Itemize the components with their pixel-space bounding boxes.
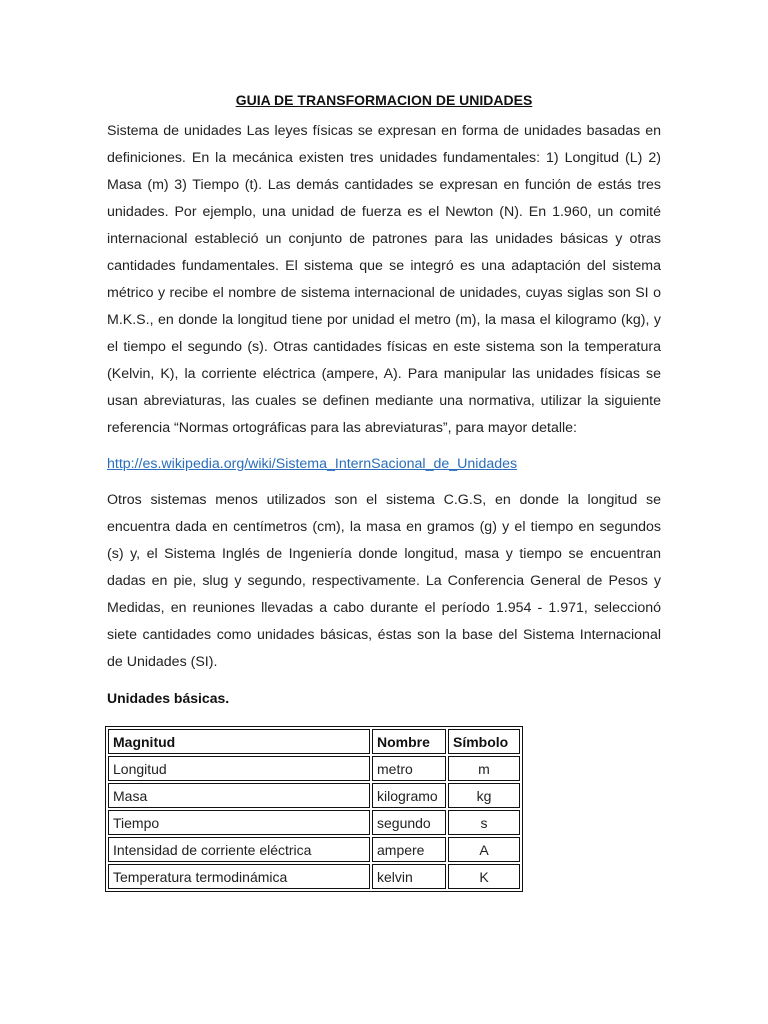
document-title: GUIA DE TRANSFORMACION DE UNIDADES bbox=[235, 92, 533, 108]
cell-nombre: kelvin bbox=[372, 864, 446, 889]
cell-nombre: ampere bbox=[372, 837, 446, 862]
cell-magnitud: Masa bbox=[108, 783, 370, 808]
cell-simbolo: s bbox=[448, 810, 520, 835]
wikipedia-link[interactable]: http://es.wikipedia.org/wiki/Sistema_InternSacional_de_Unidades bbox=[107, 456, 518, 472]
table-row bbox=[108, 756, 520, 781]
intro-paragraph: Sistema de unidades Las leyes físicas se expresan en forma de unidades basadas en definiciones. En la mecánica existen tres unidades fundamentales: 1) Longitud (L) 2) Masa (m) 3) Tiempo (t). Las demás cantidades se expresan en función de estás tres unidades. Por ejemplo, una unidad de fuerza es el Newton (N). En 1.960, un comité internacional estableció un conjunto de patrones para las unidades básicas y otras cantidades fundamentales. El sistema que se integró es una adaptación del sistema métrico y recibe el nombre de sistema internacional de unidades, cuyas siglas son SI o M.K.S., en donde la longitud tiene por unidad el metro (m), la masa el kilogramo (kg), y el tiempo el segundo (s). Otras cantidades físicas en este sistema son la temperatura (Kelvin, K), la corriente eléctrica (ampere, A). Para manipular las unidades físicas se usan abreviaturas, las cuales se definen mediante una normativa, utilizar la siguiente referencia “Normas ortográficas para las abreviaturas”, para mayor detalle: bbox=[107, 123, 661, 436]
cell-simbolo: kg bbox=[448, 783, 520, 808]
table-header-row bbox=[108, 729, 520, 754]
cell-simbolo: m bbox=[448, 756, 520, 781]
cell-nombre: metro bbox=[372, 756, 446, 781]
basic-units-heading: Unidades básicas. bbox=[107, 690, 230, 706]
cell-simbolo: K bbox=[448, 864, 520, 889]
table-row bbox=[108, 864, 520, 889]
cell-magnitud: Longitud bbox=[108, 756, 370, 781]
cell-magnitud: Intensidad de corriente eléctrica bbox=[108, 837, 370, 862]
header-nombre: Nombre bbox=[372, 729, 446, 754]
cell-magnitud: Tiempo bbox=[108, 810, 370, 835]
document-page bbox=[107, 86, 661, 892]
other-systems-paragraph: Otros sistemas menos utilizados son el sistema C.G.S, en donde la longitud se encuentra dada en centímetros (cm), la masa en gramos (g) y el tiempo en segundos (s) y, el Sistema Inglés de Ingeniería donde longitud, masa y tiempo se encuentran dadas en pie, slug y segundo, respectivamente. La Conferencia General de Pesos y Medidas, en reuniones llevadas a cabo durante el período 1.954 - 1.971, seleccionó siete cantidades como unidades básicas, éstas son la base del Sistema Internacional de Unidades (SI). bbox=[107, 492, 661, 670]
table-row bbox=[108, 783, 520, 808]
table-row bbox=[108, 810, 520, 835]
basic-units-table bbox=[105, 726, 523, 892]
cell-magnitud: Temperatura termodinámica bbox=[108, 864, 370, 889]
header-magnitud: Magnitud bbox=[108, 729, 370, 754]
cell-nombre: segundo bbox=[372, 810, 446, 835]
header-simbolo: Símbolo bbox=[448, 729, 520, 754]
cell-nombre: kilogramo bbox=[372, 783, 446, 808]
cell-simbolo: A bbox=[448, 837, 520, 862]
table-row bbox=[108, 837, 520, 862]
